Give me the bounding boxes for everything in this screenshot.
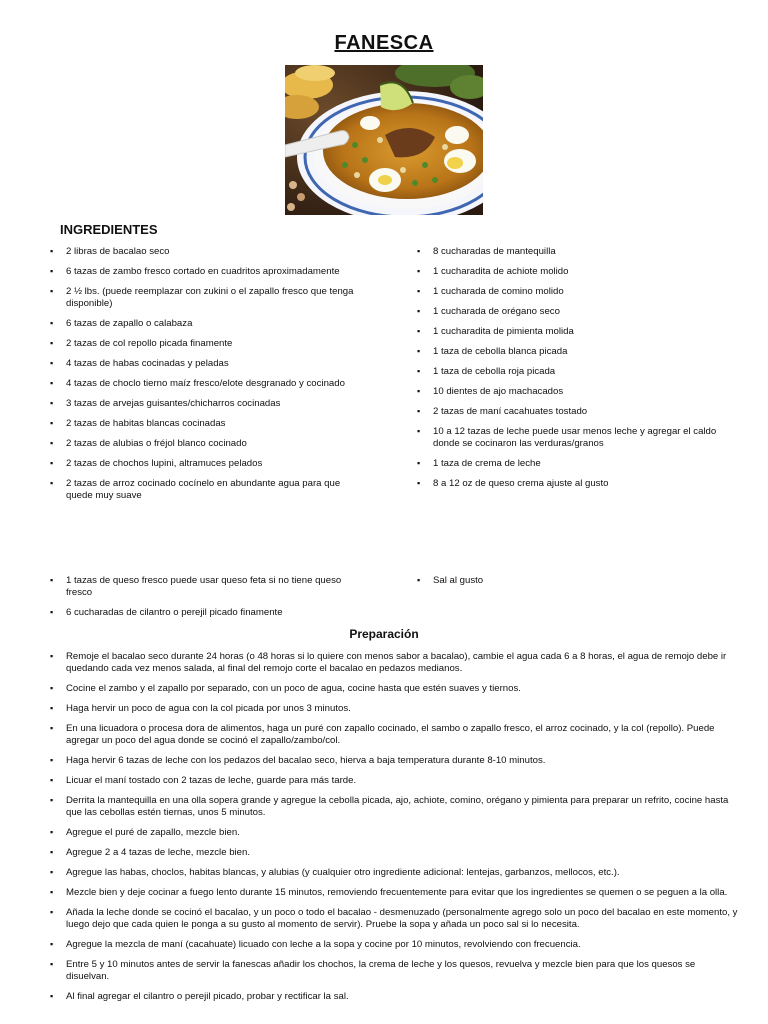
list-item: ▪ 2 tazas de maní cacahuates tostado [417, 406, 737, 418]
list-item: ▪ Entre 5 y 10 minutos antes de servir la fanescas añadir los chochos, la crema de leche y los quesos, revuelva y mezcle bien para que los quesos se disuelvan. [50, 959, 740, 983]
list-item: ▪ 2 tazas de col repollo picada finamente [50, 338, 365, 350]
list-item: ▪ 1 taza de crema de leche [417, 458, 737, 470]
list-item: ▪ Agregue el puré de zapallo, mezcle bien. [50, 827, 740, 839]
list-item: ▪ 2 tazas de habitas blancas cocinadas [50, 418, 365, 430]
list-item: ▪ Haga hervir 6 tazas de leche con los pedazos del bacalao seco, hierva a baja temperatura durante 8-10 minutos. [50, 755, 740, 767]
list-item: ▪ 10 a 12 tazas de leche puede usar menos leche y agregar el caldo donde se cocinaron las verduras/granos [417, 426, 737, 450]
preparation-steps-list [50, 651, 740, 1011]
list-item: ▪ 1 cucharadita de achiote molido [417, 266, 737, 278]
list-item: ▪ 10 dientes de ajo machacados [417, 386, 737, 398]
list-item: ▪ Agregue las habas, choclos, habitas blancas, y alubias (y cualquier otro ingrediente adicional: lentejas, garbanzos, mellocos, etc.). [50, 867, 740, 879]
recipe-title: FANESCA [334, 32, 434, 54]
ingredients-list-right-continued [417, 575, 737, 595]
list-item: ▪ 2 ½ lbs. (puede reemplazar con zukini o el zapallo fresco que tenga disponible) [50, 286, 365, 310]
list-item: ▪ 1 cucharada de orégano seco [417, 306, 737, 318]
list-item: ▪ 2 tazas de chochos lupini, altramuces pelados [50, 458, 365, 470]
list-item: ▪ 2 tazas de alubias o fréjol blanco cocinado [50, 438, 365, 450]
list-item: ▪ 6 tazas de zapallo o calabaza [50, 318, 365, 330]
list-item: ▪ 1 tazas de queso fresco puede usar queso feta si no tiene queso fresco [50, 575, 365, 599]
list-item: ▪ Añada la leche donde se cocinó el bacalao, y un poco o todo el bacalao - desmenuzado (personalmente agrego solo un poco del bacalao en este momento, y luego dejo que cada quien le ponga a su gusto al momento de servir). Pruebe la sopa y añada un poco sal si lo necesita. [50, 907, 740, 931]
ingredients-heading: INGREDIENTES [60, 222, 158, 237]
list-item: ▪ 4 tazas de choclo tierno maíz fresco/elote desgranado y cocinado [50, 378, 365, 390]
list-item: ▪ 2 libras de bacalao seco [50, 246, 365, 258]
list-item: ▪ Derrita la mantequilla en una olla sopera grande y agregue la cebolla picada, ajo, achiote, comino, orégano y pimienta para preparar un refrito, cocine hasta que las cebollas estén tiernas, unos 5 minutos. [50, 795, 740, 819]
list-item: ▪ 3 tazas de arvejas guisantes/chicharros cocinadas [50, 398, 365, 410]
list-item: ▪ 1 cucharada de comino molido [417, 286, 737, 298]
fanesca-soup-photo [285, 65, 483, 215]
list-item: ▪ 8 cucharadas de mantequilla [417, 246, 737, 258]
ingredients-list-right [417, 246, 737, 498]
list-item: ▪ 6 tazas de zambo fresco cortado en cuadritos aproximadamente [50, 266, 365, 278]
list-item: ▪ Sal al gusto [417, 575, 737, 587]
list-item: ▪ 2 tazas de arroz cocinado cocínelo en abundante agua para que quede muy suave [50, 478, 365, 502]
list-item: ▪ Remoje el bacalao seco durante 24 horas (o 48 horas si lo quiere con menos sabor a bacalao), cambie el agua cada 6 a 8 horas, el agua de remojo debe ir quedando cada vez menos salada, al final del remojo corte el bacalao en pedazos medianos. [50, 651, 740, 675]
preparation-heading: Preparación [349, 627, 419, 641]
list-item: ▪ Licuar el maní tostado con 2 tazas de leche, guarde para más tarde. [50, 775, 740, 787]
list-item: ▪ Haga hervir un poco de agua con la col picada por unos 3 minutos. [50, 703, 740, 715]
list-item: ▪ En una licuadora o procesa dora de alimentos, haga un puré con zapallo cocinado, el sambo o zapallo fresco, el arroz cocinado, y la col (repollo). Puede agregar un poco del agua donde se cocinó el zapallo/zambo/col. [50, 723, 740, 747]
list-item: ▪ 8 a 12 oz de queso crema ajuste al gusto [417, 478, 737, 490]
list-item: ▪ 1 taza de cebolla blanca picada [417, 346, 737, 358]
list-item: ▪ Agregue la mezcla de maní (cacahuate) licuado con leche a la sopa y cocine por 10 minutos, revolviendo con frecuencia. [50, 939, 740, 951]
soup-bowl-image [285, 65, 483, 215]
list-item: ▪ Al final agregar el cilantro o perejil picado, probar y rectificar la sal. [50, 991, 740, 1003]
list-item: ▪ Cocine el zambo y el zapallo por separado, con un poco de agua, cocine hasta que estén suaves y tiernos. [50, 683, 740, 695]
list-item: ▪ Agregue 2 a 4 tazas de leche, mezcle bien. [50, 847, 740, 859]
list-item: ▪ 1 taza de cebolla roja picada [417, 366, 737, 378]
list-item: ▪ 6 cucharadas de cilantro o perejil picado finamente [50, 607, 365, 619]
list-item: ▪ 4 tazas de habas cocinadas y peladas [50, 358, 365, 370]
list-item: ▪ 1 cucharadita de pimienta molida [417, 326, 737, 338]
ingredients-list-left [50, 246, 365, 510]
list-item: ▪ Mezcle bien y deje cocinar a fuego lento durante 15 minutos, removiendo frecuentemente para evitar que los ingredientes se quemen o se peguen a la olla. [50, 887, 740, 899]
ingredients-list-left-continued [50, 575, 365, 627]
